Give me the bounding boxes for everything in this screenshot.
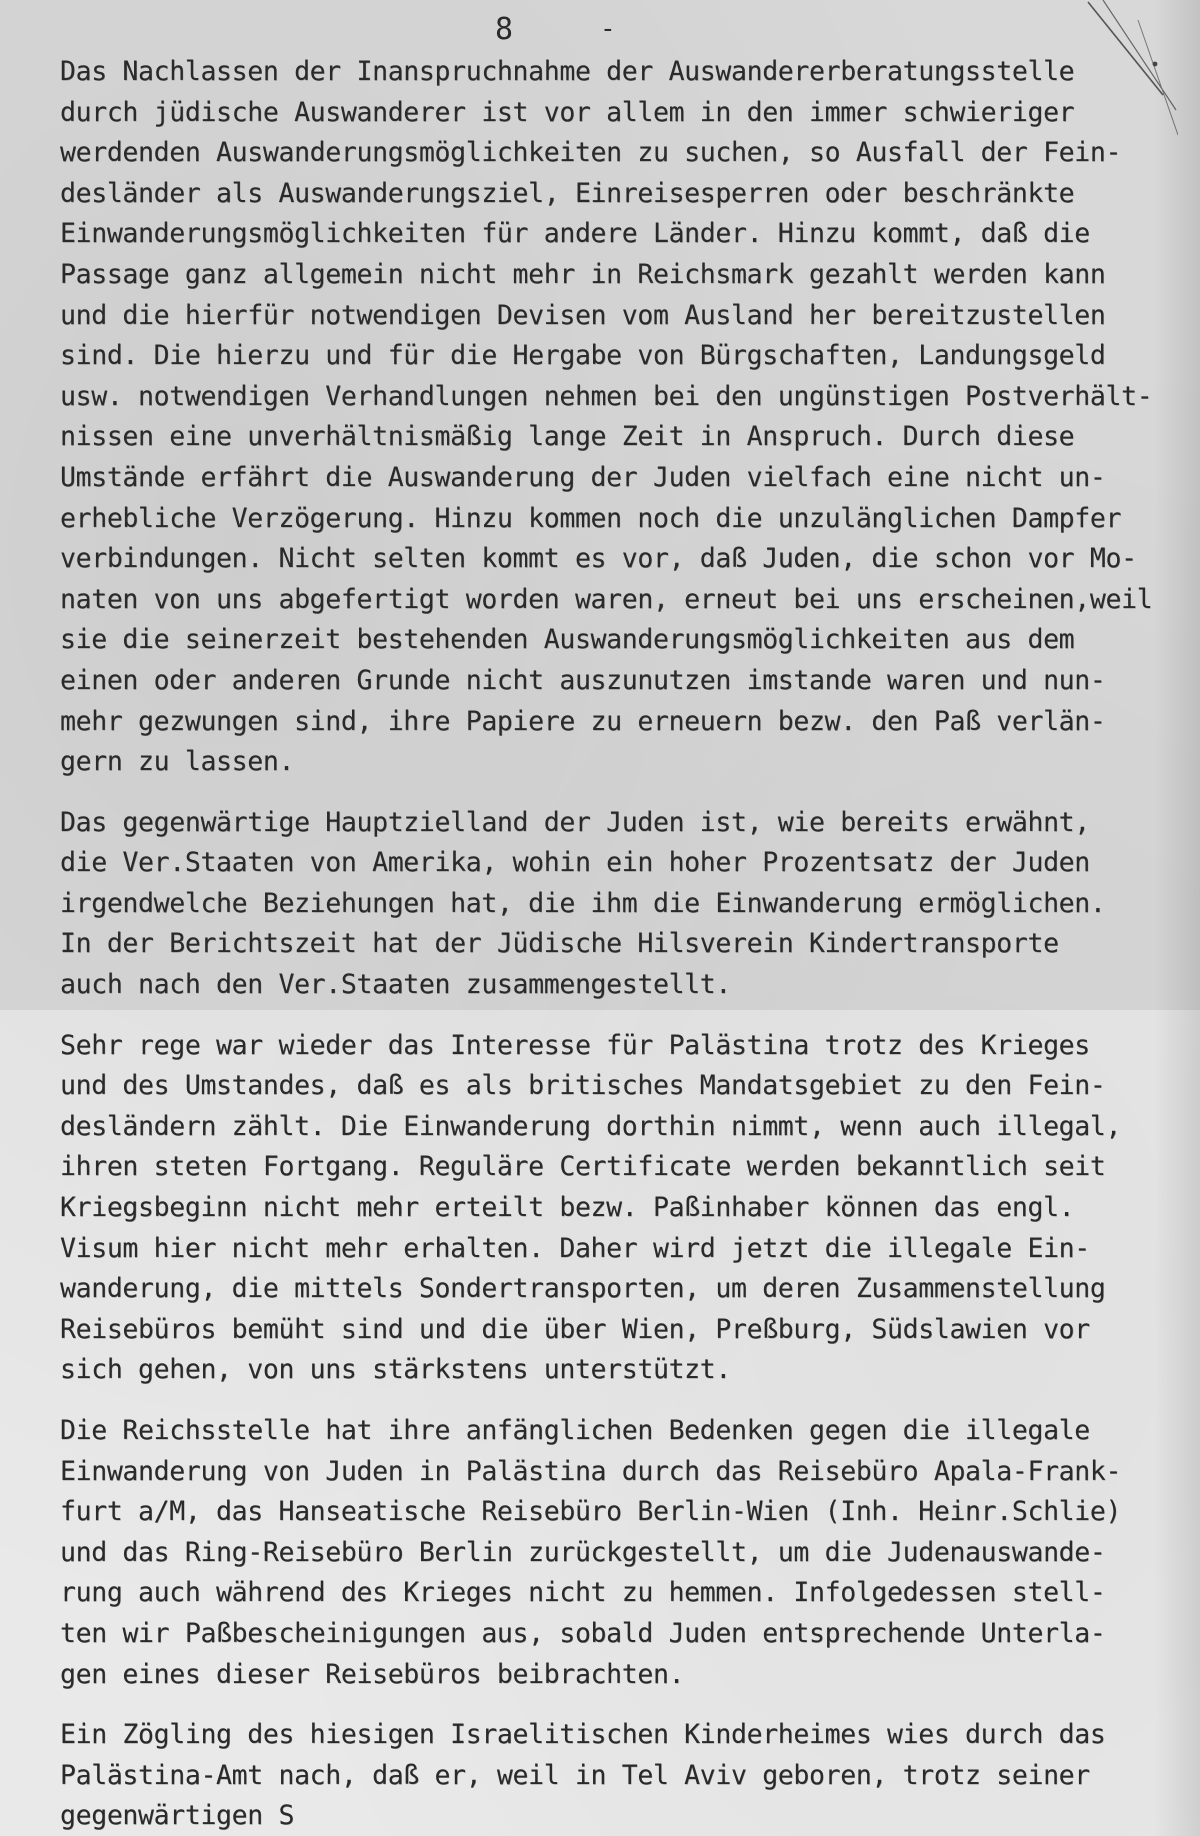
text-line: Palästina-Amt nach, daß er, weil in Tel Aviv geboren, trotz seiner bbox=[60, 1759, 1090, 1791]
page-number: 8 bbox=[495, 12, 516, 47]
page-number-dash: - bbox=[600, 14, 616, 44]
text-line: nissen eine unverhältnismäßig lange Zeit in Anspruch. Durch diese bbox=[60, 421, 1075, 453]
text-line: Einwanderung von Juden in Palästina durch das Reisebüro Apala-Frank- bbox=[60, 1455, 1122, 1487]
text-line: und des Umstandes, daß es als britisches Mandatsgebiet zu den Fein- bbox=[60, 1070, 1106, 1102]
text-line: usw. notwendigen Verhandlungen nehmen bei den ungünstigen Postverhält- bbox=[60, 380, 1153, 412]
text-line: Passage ganz allgemein nicht mehr in Reichsmark gezahlt werden kann bbox=[60, 258, 1106, 290]
text-line: Das gegenwärtige Hauptzielland der Juden ist, wie bereits erwähnt, bbox=[60, 806, 1090, 838]
text-line: rung auch während des Krieges nicht zu hemmen. Infolgedessen stell- bbox=[60, 1577, 1106, 1609]
paragraph bbox=[60, 1026, 1178, 1391]
text-line: und das Ring-Reisebüro Berlin zurückgestellt, um die Judenauswande- bbox=[60, 1536, 1106, 1568]
text-line: werdenden Auswanderungsmöglichkeiten zu suchen, so Ausfall der Fein- bbox=[60, 137, 1122, 169]
text-line: naten von uns abgefertigt worden waren, erneut bei uns erscheinen,weil bbox=[60, 583, 1153, 615]
text-line: gegenwärtigen S bbox=[60, 1800, 295, 1832]
text-line: Sehr rege war wieder das Interesse für Palästina trotz des Krieges bbox=[60, 1029, 1090, 1061]
text-line: durch jüdische Auswanderer ist vor allem in den immer schwieriger bbox=[60, 96, 1075, 128]
text-line: auch nach den Ver.Staaten zusammengestellt. bbox=[60, 969, 731, 1001]
paragraph bbox=[60, 1715, 1178, 1836]
text-line: furt a/M, das Hanseatische Reisebüro Berlin-Wien (Inh. Heinr.Schlie) bbox=[60, 1496, 1122, 1528]
text-line: Das Nachlassen der Inanspruchnahme der Auswandererberatungsstelle bbox=[60, 56, 1075, 87]
text-line: Einwanderungsmöglichkeiten für andere Länder. Hinzu kommt, daß die bbox=[60, 218, 1090, 250]
text-line: desländern zählt. Die Einwanderung dorthin nimmt, wenn auch illegal, bbox=[60, 1110, 1122, 1142]
text-line: ten wir Paßbescheinigungen aus, sobald Juden entsprechende Unterla- bbox=[60, 1617, 1106, 1649]
text-line: Kriegsbeginn nicht mehr erteilt bezw. Paßinhaber können das engl. bbox=[60, 1192, 1075, 1224]
text-line: ihren steten Fortgang. Reguläre Certificate werden bekanntlich seit bbox=[60, 1151, 1106, 1183]
text-line: Umstände erfährt die Auswanderung der Juden vielfach eine nicht un- bbox=[60, 461, 1106, 493]
text-line: einen oder anderen Grunde nicht auszunutzen imstande waren und nun- bbox=[60, 664, 1106, 696]
paragraph bbox=[60, 1411, 1178, 1695]
text-line: erhebliche Verzögerung. Hinzu kommen noch die unzulänglichen Dampfer bbox=[60, 502, 1122, 534]
text-line: wanderung, die mittels Sondertransporten, um deren Zusammenstellung bbox=[60, 1273, 1106, 1305]
text-line: und die hierfür notwendigen Devisen vom Ausland her bereitzustellen bbox=[60, 299, 1106, 331]
text-line: gern zu lassen. bbox=[60, 746, 295, 778]
text-line: Visum hier nicht mehr erhalten. Daher wird jetzt die illegale Ein- bbox=[60, 1232, 1090, 1264]
text-line: die Ver.Staaten von Amerika, wohin ein hoher Prozentsatz der Juden bbox=[60, 847, 1090, 879]
text-line: irgendwelche Beziehungen hat, die ihm die Einwanderung ermöglichen. bbox=[60, 887, 1106, 919]
text-line: sich gehen, von uns stärkstens unterstützt. bbox=[60, 1354, 731, 1386]
text-line: Ein Zögling des hiesigen Israelitischen Kinderheimes wies durch das bbox=[60, 1719, 1106, 1751]
text-line: In der Berichtszeit hat der Jüdische Hilsverein Kindertransporte bbox=[60, 928, 1059, 960]
paragraph bbox=[60, 52, 1178, 783]
text-line: gen eines dieser Reisebüros beibrachten. bbox=[60, 1658, 685, 1690]
document-body bbox=[60, 52, 1178, 1836]
text-line: Reisebüros bemüht sind und die über Wien, Preßburg, Südslawien vor bbox=[60, 1313, 1090, 1345]
text-line: sind. Die hierzu und für die Hergabe von Bürgschaften, Landungsgeld bbox=[60, 340, 1106, 372]
text-line: sie die seinerzeit bestehenden Auswanderungsmöglichkeiten aus dem bbox=[60, 624, 1075, 656]
text-line: desländer als Auswanderungsziel, Einreisesperren oder beschränkte bbox=[60, 177, 1075, 209]
paragraph bbox=[60, 803, 1178, 1006]
text-line: Die Reichsstelle hat ihre anfänglichen Bedenken gegen die illegale bbox=[60, 1415, 1090, 1446]
text-line: mehr gezwungen sind, ihre Papiere zu erneuern bezw. den Paß verlän- bbox=[60, 705, 1106, 737]
text-line: verbindungen. Nicht selten kommt es vor, daß Juden, die schon vor Mo- bbox=[60, 543, 1137, 575]
